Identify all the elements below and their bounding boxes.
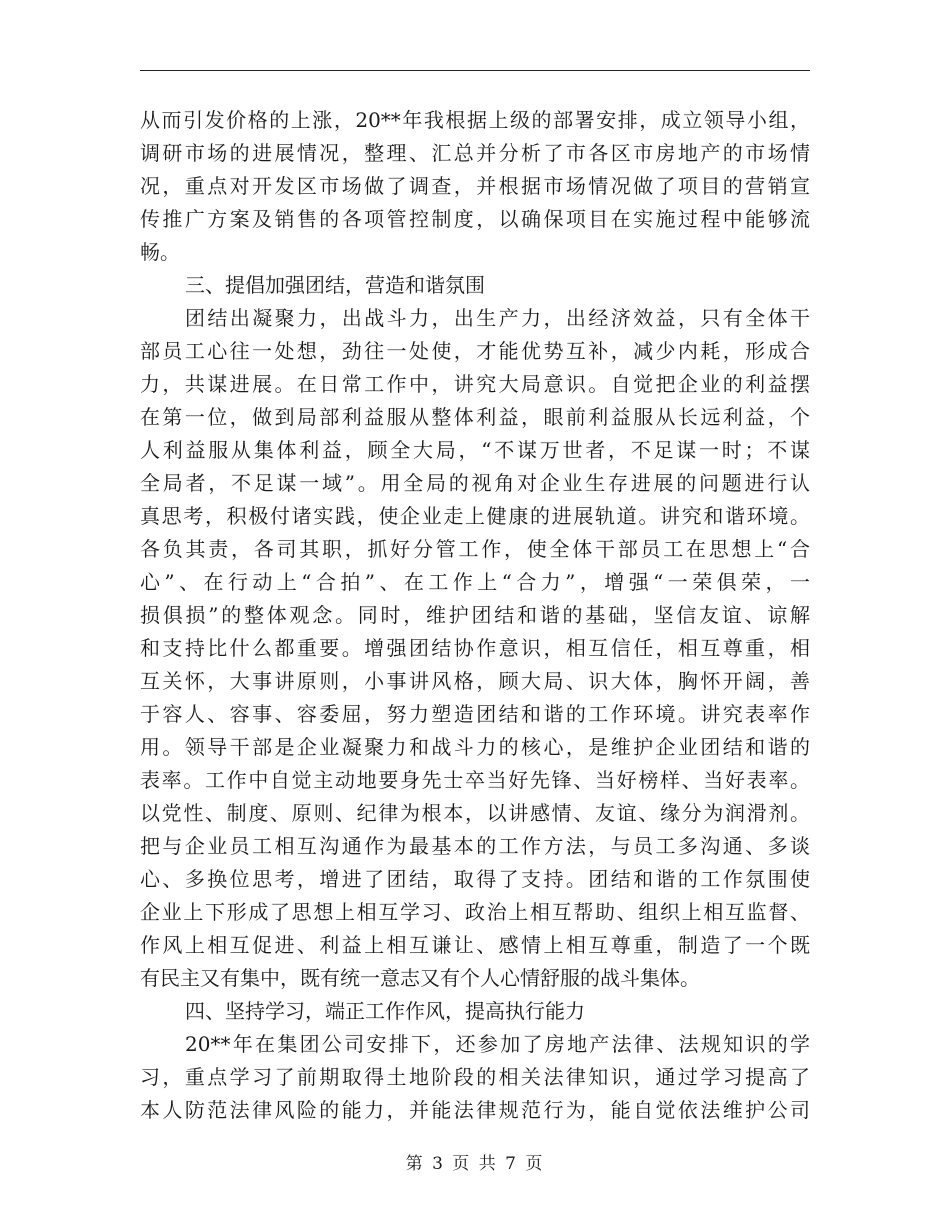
section-heading: 三、提倡加强团结，营造和谐氛围 — [185, 273, 485, 297]
text-line: 损俱损”的整体观念。同时，维护团结和谐的基础，坚信友谊、谅解 — [140, 603, 810, 627]
section-heading: 四、坚持学习，端正工作作风，提高执行能力 — [185, 999, 585, 1023]
text-line: 互关怀，大事讲原则，小事讲风格，顾大局、识大体，胸怀开阔，善 — [140, 669, 810, 693]
text-line: 团结出凝聚力，出战斗力，出生产力，出经济效益，只有全体干 — [185, 306, 810, 330]
text-line: 力，共谋进展。在日常工作中，讲究大局意识。自觉把企业的利益摆 — [140, 372, 810, 396]
text-line: 以党性、制度、原则、纪律为根本，以讲感情、友谊、缘分为润滑剂。 — [140, 801, 810, 825]
text-line: 和支持比什么都重要。增强团结协作意识，相互信任，相互尊重，相 — [140, 636, 810, 660]
text-line: 有民主又有集中，既有统一意志又有个人心情舒服的战斗集体。 — [140, 966, 700, 990]
text-line: 习，重点学习了前期取得土地阶段的相关法律知识，通过学习提高了 — [140, 1065, 810, 1089]
text-line: 于容人、容事、容委屈，努力塑造团结和谐的工作环境。讲究表率作 — [140, 702, 810, 726]
text-line: 调研市场的进展情况，整理、汇总并分析了市各区市房地产的市场情 — [140, 141, 810, 165]
text-line: 部员工心往一处想，劲往一处使，才能优势互补，减少内耗，形成合 — [140, 339, 810, 363]
text-line: 况，重点对开发区市场做了调查，并根据市场情况做了项目的营销宣 — [140, 174, 810, 198]
text-line: 把与企业员工相互沟通作为最基本的工作方法，与员工多沟通、多谈 — [140, 834, 810, 858]
text-line: 从而引发价格的上涨，20**年我根据上级的部署安排，成立领导小组， — [140, 108, 810, 132]
text-line: 本人防范法律风险的能力，并能法律规范行为，能自觉依法维护公司 — [140, 1098, 810, 1122]
text-line: 真思考，积极付诸实践，使企业走上健康的进展轨道。讲究和谐环境。 — [140, 504, 810, 528]
text-line: 全局者，不足谋一域”。用全局的视角对企业生存进展的问题进行认 — [140, 471, 810, 495]
text-line: 心、多换位思考，增进了团结，取得了支持。团结和谐的工作氛围使 — [140, 867, 810, 891]
text-line: 人利益服从集体利益，顾全大局，“不谋万世者，不足谋一时；不谋 — [140, 438, 810, 462]
text-line: 20**年在集团公司安排下，还参加了房地产法律、法规知识的学 — [185, 1032, 810, 1056]
text-line: 企业上下形成了思想上相互学习、政治上相互帮助、组织上相互监督、 — [140, 900, 810, 924]
text-line: 传推广方案及销售的各项管控制度，以确保项目在实施过程中能够流 — [140, 207, 810, 231]
text-line: 心”、在行动上“合拍”、在工作上“合力”，增强“一荣俱荣，一 — [140, 570, 810, 594]
text-line: 用。领导干部是企业凝聚力和战斗力的核心，是维护企业团结和谐的 — [140, 735, 810, 759]
body-text — [140, 104, 810, 1127]
text-line: 畅。 — [140, 240, 180, 264]
text-line: 表率。工作中自觉主动地要身先士卒当好先锋、当好榜样、当好表率。 — [140, 768, 810, 792]
text-line: 在第一位，做到局部利益服从整体利益，眼前利益服从长远利益，个 — [140, 405, 810, 429]
text-line: 各负其责，各司其职，抓好分管工作，使全体干部员工在思想上“合 — [140, 537, 810, 561]
header-rule — [140, 70, 810, 71]
text-line: 作风上相互促进、利益上相互谦让、感情上相互尊重，制造了一个既 — [140, 933, 810, 957]
page-footer: 第 3 页 共 7 页 — [405, 1154, 545, 1174]
